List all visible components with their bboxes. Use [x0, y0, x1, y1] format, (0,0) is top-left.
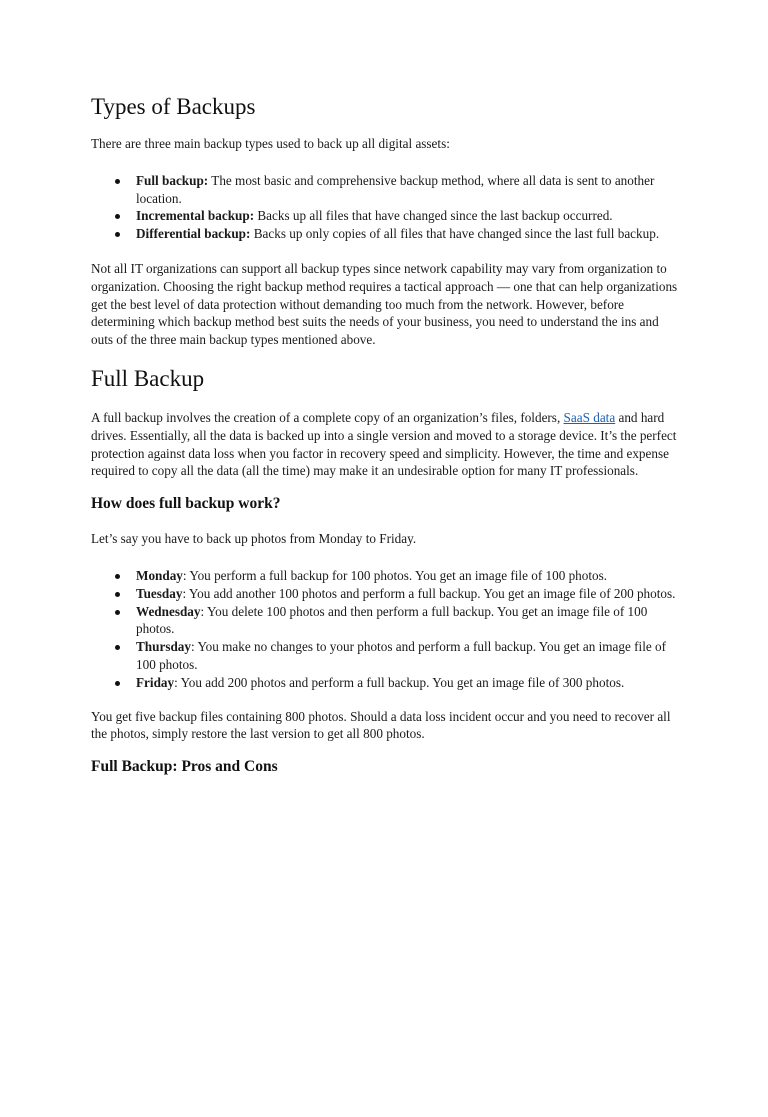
- term-description: Backs up all files that have changed since the last backup occurred.: [254, 208, 613, 224]
- heading-pros-and-cons: Full Backup: Pros and Cons: [91, 758, 278, 776]
- day-monday: Monday: [136, 567, 183, 583]
- weekday-list: [91, 567, 680, 692]
- result-paragraph: You get five backup files containing 800 photos. Should a data loss incident occur and you need to recover all the photos, simply restore the last version to get all 800 photos.: [91, 708, 671, 742]
- list-item: [136, 567, 680, 585]
- saas-data-link[interactable]: SaaS data: [563, 409, 616, 425]
- list-item: [136, 585, 680, 603]
- intro-types-paragraph: There are three main backup types used to back up all digital assets:: [91, 136, 450, 151]
- list-item: [136, 638, 680, 674]
- day-thursday: Thursday: [136, 639, 191, 655]
- paragraph-text: A full backup involves the creation of a complete copy of an organization’s files, folders,: [91, 409, 564, 425]
- day-description: : You perform a full backup for 100 photos. You get an image file of 100 photos.: [182, 567, 608, 583]
- day-description: : You delete 100 photos and then perform a full backup. You get an image file of 100 photos.: [136, 603, 648, 637]
- how-intro-paragraph: Let’s say you have to back up photos from Monday to Friday.: [91, 531, 417, 547]
- types-paragraph: Not all IT organizations can support all backup types since network capability may vary from organization to organization. Choosing the right backup method requires a tactical approach — one that can help organizations get the best level of data protection without demanding too much from the network. However, before determining which backup method best suits the needs of your business, you need to understand the ins and outs of the three main backup types mentioned above.: [91, 260, 678, 348]
- term-description: Backs up only copies of all files that have changed since the last full backup.: [250, 226, 660, 242]
- document-page: [0, 93, 768, 1117]
- day-friday: Friday: [136, 674, 175, 690]
- list-item: [136, 225, 680, 243]
- backup-types-list: [91, 172, 680, 243]
- day-wednesday: Wednesday: [136, 603, 201, 619]
- list-item: [136, 172, 680, 208]
- day-description: : You add 200 photos and perform a full backup. You get an image file of 300 photos.: [174, 674, 625, 690]
- day-tuesday: Tuesday: [136, 585, 183, 601]
- paragraph-text: and hard drives. Essentially, all the data is backed up into a single version and moved to a storage device. It’s the perfect protection against data loss when you factor in recovery speed and simplicity. However, the time and expense required to copy all the data (all the time) may make it an undesirable option for many IT professionals.: [91, 409, 677, 479]
- heading-full-backup: Full Backup: [91, 365, 205, 391]
- list-item: [136, 207, 680, 225]
- term-description: The most basic and comprehensive backup method, where all data is sent to another location.: [136, 172, 655, 206]
- heading-types-of-backups: Types of Backups: [91, 94, 256, 119]
- full-backup-paragraph: [91, 409, 680, 480]
- list-item: [136, 603, 680, 639]
- term-differential-backup: Differential backup:: [136, 226, 251, 242]
- day-description: : You add another 100 photos and perform a full backup. You get an image file of 200 photos.: [182, 585, 676, 601]
- term-full-backup: Full backup:: [136, 172, 209, 188]
- term-incremental-backup: Incremental backup:: [136, 208, 255, 224]
- heading-how-full-backup-works: How does full backup work?: [91, 495, 281, 513]
- day-description: : You make no changes to your photos and perform a full backup. You get an image file of 100 photos.: [136, 639, 667, 672]
- list-item: [136, 674, 680, 692]
